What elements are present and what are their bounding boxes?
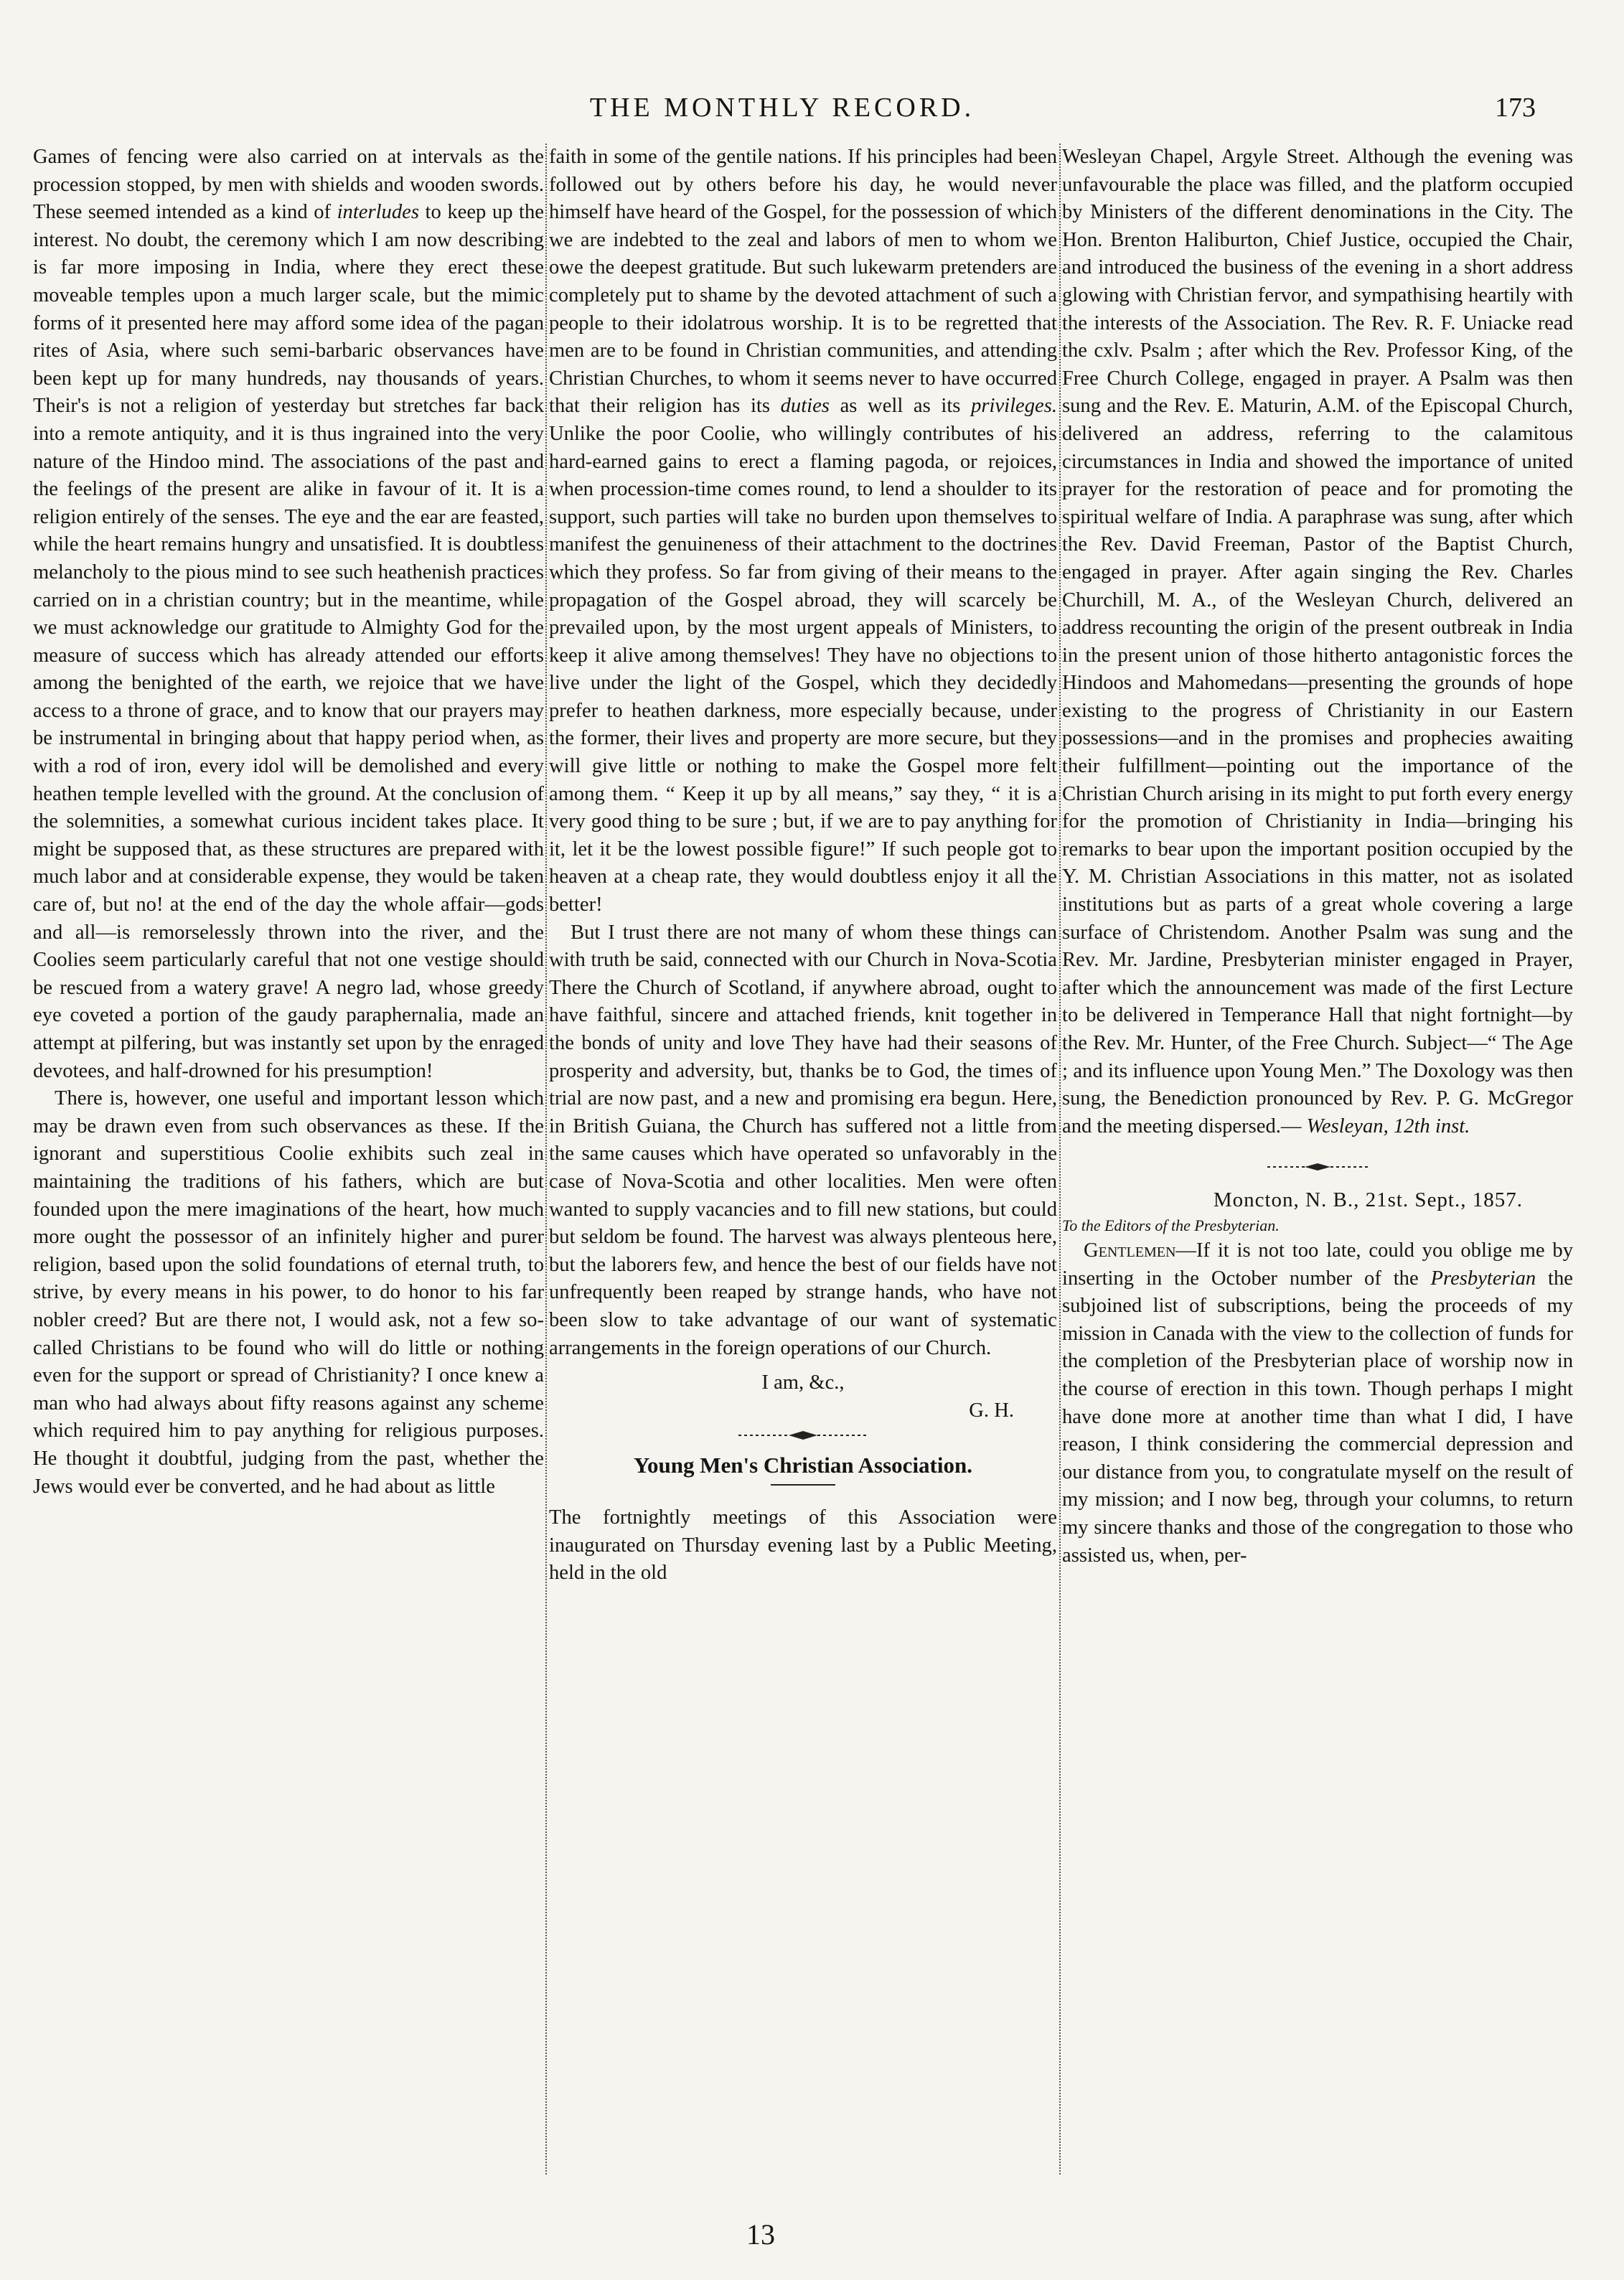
col2-paragraph-1 [549, 144, 1057, 919]
column-rule-left [545, 144, 547, 2175]
short-rule [771, 1484, 835, 1486]
ornament-divider [1062, 1156, 1573, 1178]
letter-signature: G. H. [969, 1399, 1014, 1422]
letter-address: To the Editors of the Presbyterian. [1062, 1216, 1280, 1234]
letter-dateline: Moncton, N. B., 21st. Sept., 1857. [1213, 1188, 1523, 1212]
running-title: THE MONTHLY RECORD. [589, 93, 975, 123]
salutation: Gentlemen [1084, 1239, 1176, 1262]
column-1 [33, 144, 544, 2182]
section-heading: Young Men's Christian Association. [634, 1453, 972, 1478]
text-run: —If it is not too late, could you oblige me by inserting in the October number of the [1062, 1239, 1573, 1290]
col2-paragraph-3: The fortnightly meetings of this Association were inaugurated on Thursday evening last by a Public Meeting, held in the old [549, 1506, 1057, 1585]
letter-closing: I am, &c., [761, 1371, 845, 1394]
text-run: the subjoined list of subscriptions, being the proceeds of my mission in Canada with the view to the collection of funds for the completion of the Presbyterian place of worship now in the course of erection in this town. Though perhaps I might have done more at another time than what I did, I have reason, I think considering the commercial depression and our distance from you, to congratulate myself on the result of my mission; and I now beg, through your columns, to return my sincere thanks and those of the congregation to those who assisted us, when, per- [1062, 1267, 1573, 1567]
italic-run: interludes [337, 201, 419, 224]
running-head [29, 92, 1536, 135]
text-run: Wesleyan Chapel, Argyle Street. Although the evening was unfavourable the place was filled, and the platform occupied by Ministers of the different denominations in the City. The Hon. Brenton Haliburton, Chief Justice, occupied the Chair, and introduced the business of the evening in a short address glowing with Christian fervor, and sympathising heartily with the interests of the Association. The Rev. R. F. Uniacke read the cxlv. Psalm ; after which the Rev. Professor King, of the Free Church College, engaged in prayer. A Psalm was then sung and the Rev. E. Maturin, A.M. of the Episcopal Church, delivered an address, referring to the calamitous circumstances in India and showed the importance of united prayer for the restoration of peace and for promoting the spiritual welfare of India. A paraphrase was sung, after which the Rev. David Freeman, Pastor of the Baptist Church, engaged in prayer. After again singing the Rev. Charles Churchill, M. A., of the Wesleyan Church, delivered an address recounting the origin of the present outbreak in India in the present union of those hitherto antagonistic forces the Hindoos and Mahomedans—presenting the grounds of hope existing to the progress of Christianity in our Eastern possessions—and in the promises and prophecies awaiting their fulfillment—pointing out the importance of the Christian Church arising in its might to put forth every energy for the promotion of Christianity in India—bringing his remarks to bear upon the important position occupied by the Y. M. Christian Associations in this matter, not as isolated institutions but as parts of a great whole covering a large surface of Christendom. Another Psalm was sung and the Rev. Mr. Jardine, Presbyterian minister engaged in Prayer, after which the announcement was made of the first Lecture to be delivered in Temperance Hall that night fortnight—by the Rev. Mr. Hunter, of the Free Church. Subject—“ The Age ; and its influence upon Young Men.” The Doxology was then sung, the Benediction pronounced by Rev. P. G. McGregor and the meeting dispersed.— [1062, 146, 1573, 1137]
text-run: Unlike the poor Coolie, who willingly contributes of his hard-earned gains to erect a flaming pagoda, or rejoices, when procession-time comes round, to lend a shoulder to its support, such parties will take no burden upon themselves to manifest the genuineness of their attachment to the doctrines which they profess. So far from giving of their means to the propagation of the Gospel abroad, they will scarcely be prevailed upon, by the most urgent appeals of Ministers, to keep it alive among themselves! They have no objections to live under the light of the Gospel, which they decidedly prefer to heathen darkness, more especially because, under the former, their lives and property are more secure, but they will give little or nothing to make the Gospel more felt among them. “ Keep it up by all means,” say they, “ it is a very good thing to be sure ; but, if we are to pay anything for it, let it be the lowest possible figure!” If such people got to heaven at a cheap rate, they would doubtless enjoy it all the better! [549, 422, 1057, 916]
col1-paragraph-1 [33, 144, 544, 1085]
italic-run: Presbyterian [1430, 1267, 1536, 1290]
col3-paragraph-2 [1062, 1237, 1573, 1570]
italic-run: Wesleyan, 12th inst. [1306, 1115, 1470, 1137]
text-run: to keep up the interest. No doubt, the ceremony which I am now describing is far more imposing in India, where they erect these moveable temples upon a much larger scale, but the mimic forms of it presented here may afford some idea of the pagan rites of Asia, where such semi-barbaric observances have been kept up for many hundreds, nay thousands of years. Their's is not a religion of yesterday but stretches far back into a remote antiquity, and it is thus ingrained into the very nature of the Hindoo mind. The associations of the past and the feelings of the present are alike in favour of it. It is a religion entirely of the senses. The eye and the ear are feasted, while the heart remains hungry and unsatisfied. It is doubtless melancholy to the pious mind to see such heathenish practices carried on in a christian country; but in the meantime, while we must acknowledge our gratitude to Almighty God for the measure of success which has already attended our efforts among the benighted of the earth, we rejoice that we have access to a throne of grace, and to know that our prayers may be instrumental in bringing about that happy period when, as with a rod of iron, every idol will be demolished and every heathen temple levelled with the ground. At the conclusion of the solemnities, a somewhat curious incident takes place. It might be supposed that, as these structures are prepared with much labor and at considerable expense, they would be taken care of, but no! at the end of the day the whole affair—gods and all—is remorselessly thrown into the river, and the Coolies seem particularly careful that not one vestige should be rescued from a watery grave! A negro lad, whose greedy eye coveted a portion of the gaudy paraphernalia, made an attempt at pilfering, but was instantly set upon by the enraged devotees, and half-drowned for his presumption! [33, 201, 544, 1082]
text-run: as well as its [829, 395, 972, 418]
col2-paragraph-2: But I trust there are not many of whom these things can with truth be said, connected with our Church in Nova-Scotia There the Church of Scotland, if anywhere abroad, ought to have faithful, sincere and attached friends, knit together in the bonds of unity and love They have had their seasons of prosperity and adversity, but, thanks be to God, the times of trial are now past, and a new and promising era begun. Here, in British Guiana, the Church has suffered not a little from the same causes which have operated so unfavorably in the case of Nova-Scotia and other localities. Men were often wanted to supply vacancies and to fill new stations, but could but seldom be found. The harvest was always plenteous here, but the laborers few, and hence the best of our fields have not unfrequently been reaped by strange hands, who have not been slow to take advantage of our want of systematic arrangements in the foreign operations of our Church. [549, 921, 1057, 1359]
ornament-divider [549, 1425, 1057, 1446]
col1-paragraph-2: There is, however, one useful and important lesson which may be drawn even from such observances as these. If the ignorant and superstitious Coolie exhibits such zeal in maintaining the traditions of his fathers, which are but founded upon the mere imaginations of the heart, how much more ought the possessor of an infinitely higher and purer religion, based upon the solid foundations of eternal truth, to strive, by every means in his power, to do honor to his far nobler creed? But are there not, I would ask, not a few so-called Christians to be found who will do little or nothing even for the support or spread of Christianity? I once knew a man who had always about fifty reasons against any scheme which required him to pay anything for religious purposes. He thought it doubtful, judging from the past, whether the Jews would ever be converted, and he had about as little [33, 1087, 544, 1498]
column-3 [1062, 144, 1573, 2182]
column-2 [549, 144, 1057, 2182]
page-number: 173 [1495, 93, 1536, 123]
text-run: faith in some of the gentile nations. If his principles had been followed out by others before his day, he would never himself have heard of the Gospel, for the possession of which we are indebted to the zeal and labors of men to whom we owe the deepest gratitude. But such lukewarm pretenders are completely put to shame by the devoted attachment of such a people to their idolatrous worship. It is to be regretted that men are to be found in Christian communities, and attending Christian Churches, to whom it seems never to have occurred that their religion has its [549, 146, 1057, 418]
printer-signature-mark: 13 [746, 2218, 775, 2251]
text-run: Games of fencing were also carried on at intervals as the procession stopped, by men with shields and wooden swords. These seemed intended as a kind of [33, 146, 544, 224]
column-rule-right [1059, 144, 1061, 2175]
col3-paragraph-1 [1062, 144, 1573, 1140]
italic-run: privileges. [971, 395, 1057, 418]
italic-run: duties [780, 395, 830, 418]
